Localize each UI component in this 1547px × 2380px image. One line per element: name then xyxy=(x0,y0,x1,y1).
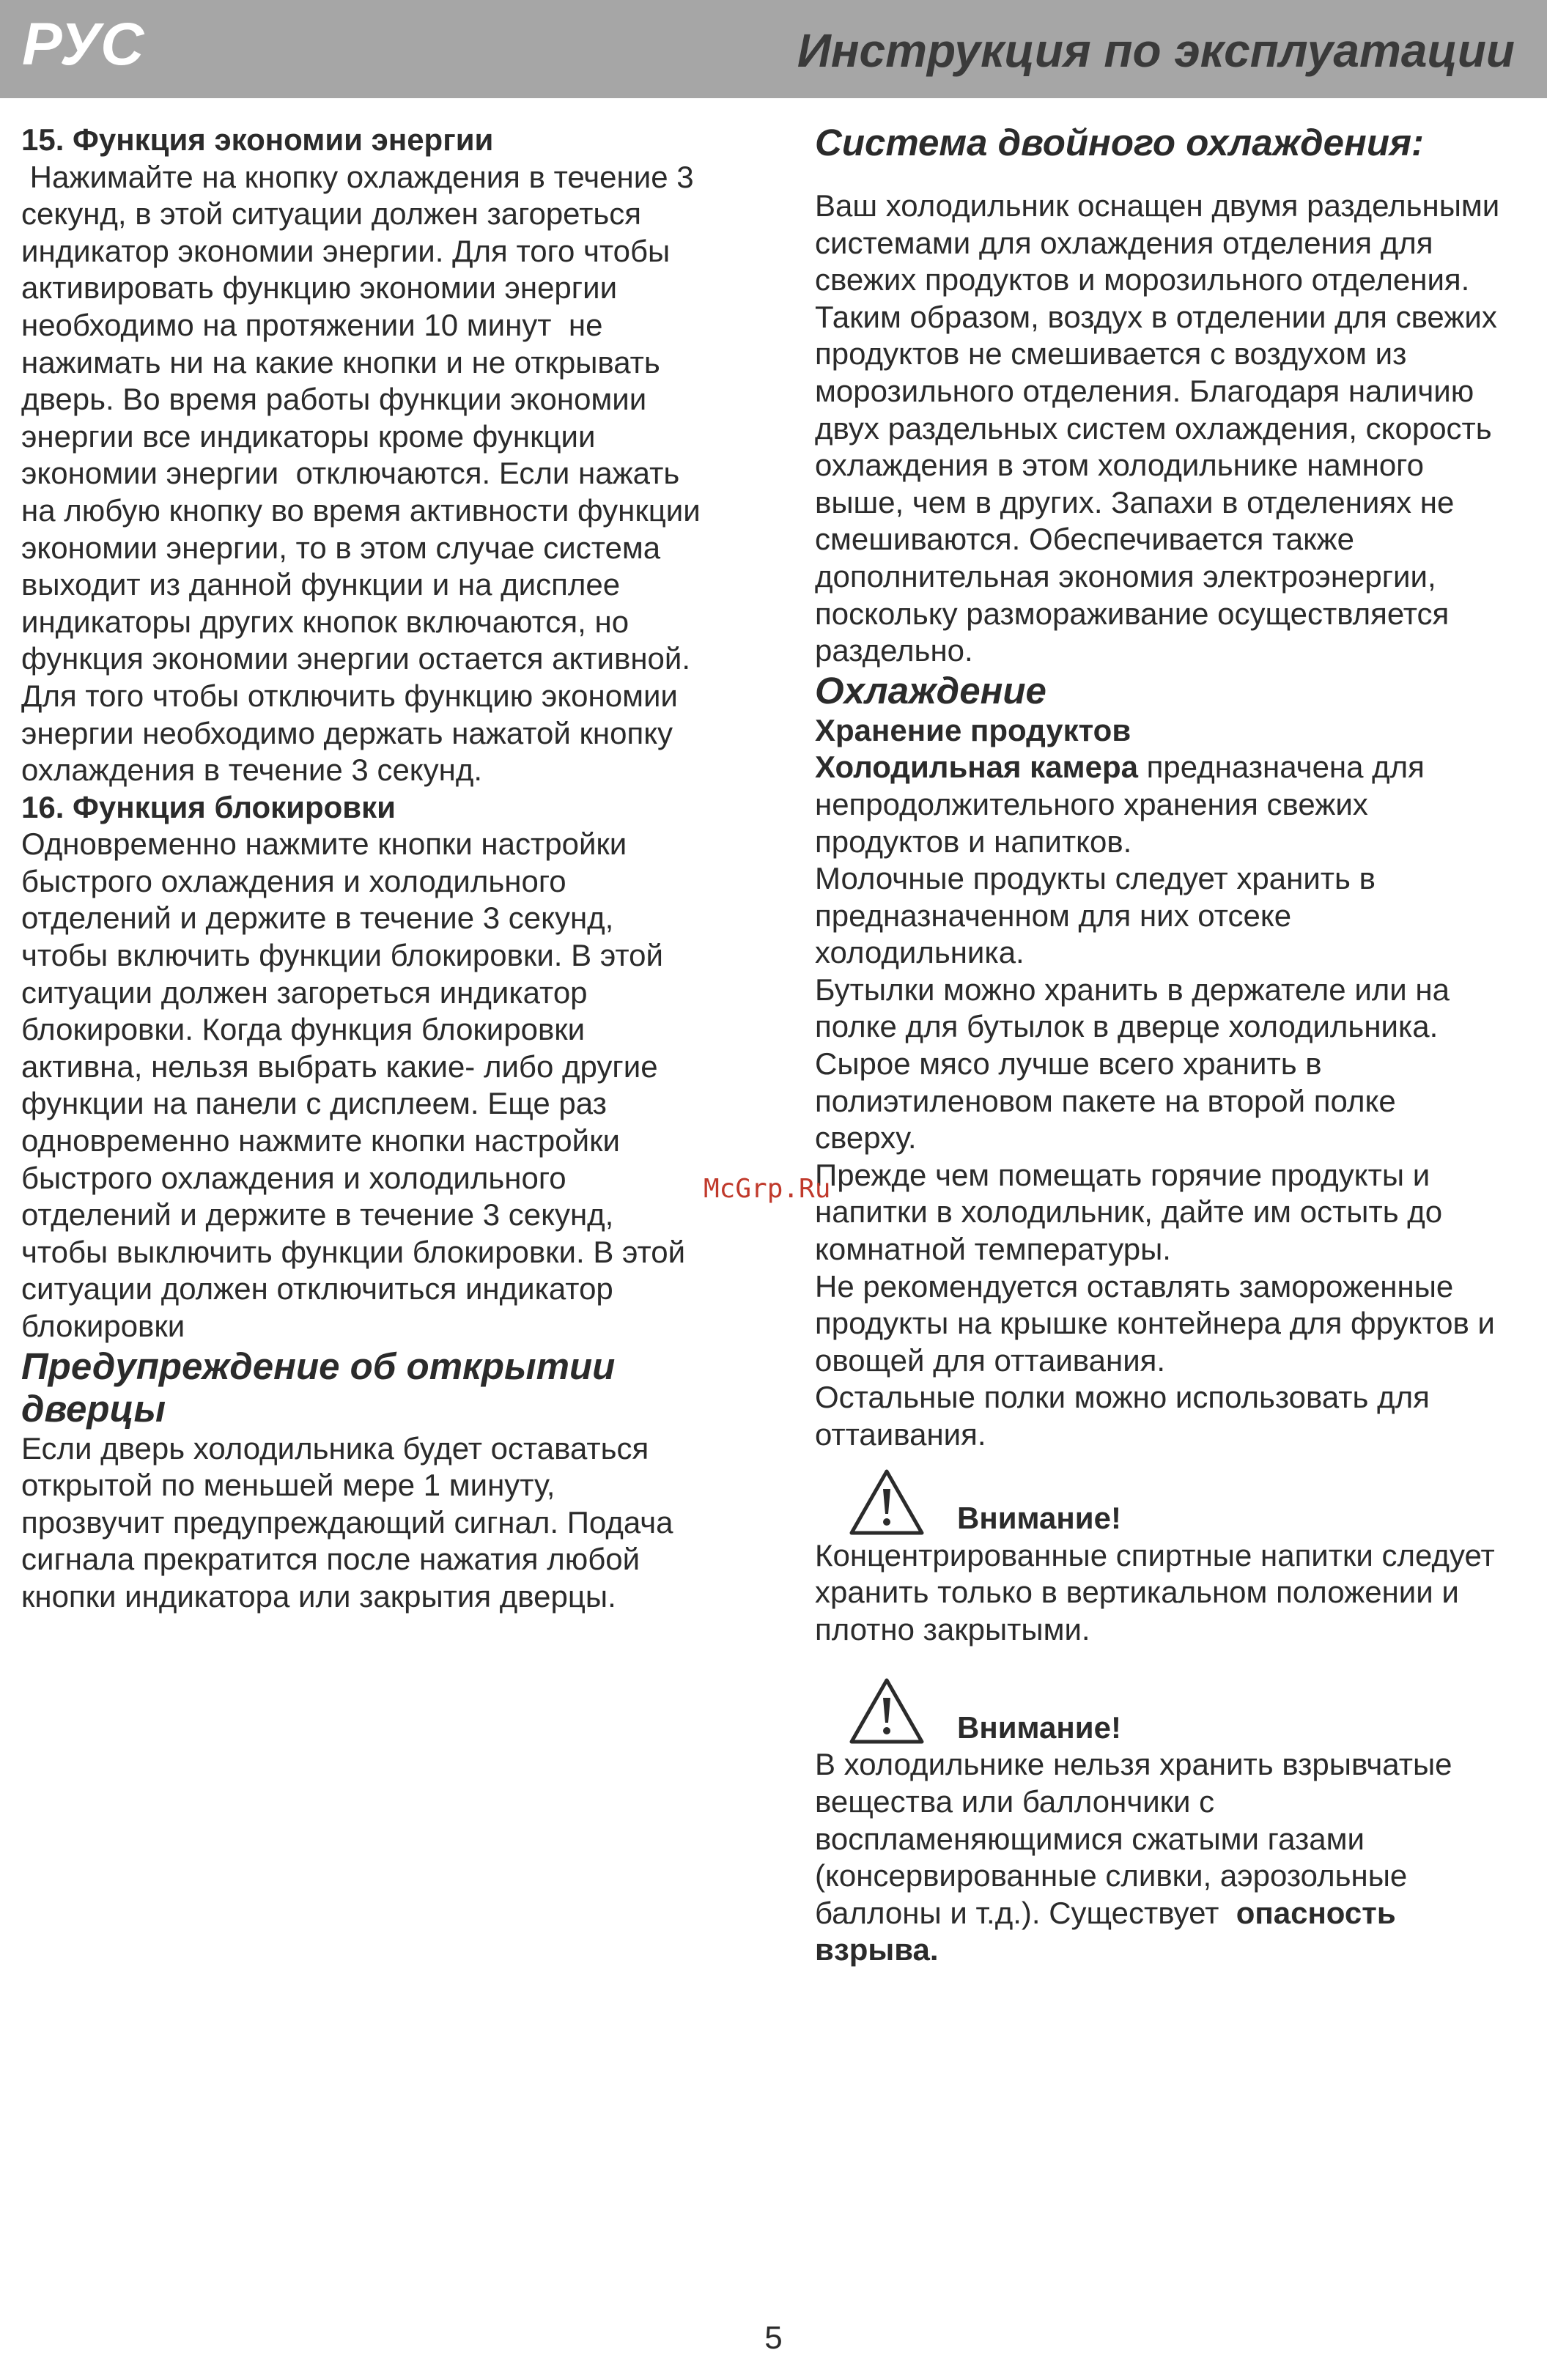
dual-cooling-body xyxy=(815,188,1540,670)
text-line: (консервированные сливки, аэрозольные xyxy=(815,1858,1408,1893)
text-line: блокировки xyxy=(21,1309,185,1343)
section-15-title: 15. Функция экономии энергии xyxy=(21,122,494,157)
text-line: индикаторы других кнопок включаются, но xyxy=(21,604,629,639)
text-line: экономии энергии отключаются. Если нажать xyxy=(21,456,680,491)
text-line: овощей для оттаивания. xyxy=(815,1342,1166,1378)
text-line: Прежде чем помещать горячие продукты и xyxy=(815,1157,1430,1192)
text-line: охлаждения в течение 3 секунд. xyxy=(21,753,483,788)
warning-1-label: Внимание! xyxy=(957,1501,1121,1535)
text-line: открытой по меньшей мере 1 минуту, xyxy=(21,1468,555,1503)
text-line: комнатной температуры. xyxy=(815,1232,1171,1267)
text-line: функция экономии энергии остается активной. xyxy=(21,641,691,676)
warning-1-header xyxy=(815,1457,1540,1537)
text-line: продуктов и напитков. xyxy=(815,824,1132,859)
text-line: напитки в холодильник, дайте им остыть до xyxy=(815,1194,1443,1230)
manual-title: Инструкция по эксплуатации xyxy=(797,24,1515,77)
text-line: оттаивания. xyxy=(815,1417,986,1452)
heading-line: Предупреждение об открытии xyxy=(21,1345,616,1387)
text-line: сигнала прекратится после нажатия любой xyxy=(21,1542,640,1577)
cooling-heading: Охлаждение xyxy=(815,669,1046,712)
text-line: экономии энергии, то в этом случае система xyxy=(21,530,661,565)
door-warning-body xyxy=(21,1430,783,1616)
text-line: смешиваются. Обеспечивается также xyxy=(815,522,1354,557)
text-line: раздельно. xyxy=(815,633,973,668)
text-line: ситуации должен загореться индикатор xyxy=(21,975,588,1010)
right-column xyxy=(815,122,1540,1969)
text-line: хранить только в вертикальном положении и xyxy=(815,1575,1459,1610)
text-line: кнопки индикатора или закрытия дверцы. xyxy=(21,1578,616,1614)
text-line: быстрого охлаждения и холодильного xyxy=(21,1160,566,1195)
storage-heading: Хранение продуктов xyxy=(815,712,1131,747)
heading-line: дверцы xyxy=(21,1387,166,1430)
text-line: продукты на крышке контейнера для фруктов и xyxy=(815,1306,1495,1341)
text-line: Если дверь холодильника будет оставаться xyxy=(21,1430,649,1466)
explosion-word: взрыва. xyxy=(815,1932,939,1967)
section-16-body xyxy=(21,826,783,1345)
text-line: отделений и держите в течение 3 секунд, xyxy=(21,901,614,936)
text-line: секунд, в этой ситуации должен загореться xyxy=(21,196,642,232)
text-line: полке для бутылок в дверце холодильника. xyxy=(815,1009,1439,1044)
text-line: Бутылки можно хранить в держателе или на xyxy=(815,972,1450,1007)
text-line: дверь. Во время работы функции экономии xyxy=(21,382,647,417)
text-line: двух раздельных систем охлаждения, скорость xyxy=(815,410,1492,446)
text-line: отделений и держите в течение 3 секунд, xyxy=(21,1197,614,1232)
language-label: РУС xyxy=(22,11,144,78)
text-line: продуктов не смешивается с воздухом из xyxy=(815,336,1407,372)
text-line xyxy=(815,1895,1540,1932)
warning-triangle-icon xyxy=(849,1467,925,1537)
text-line: сверху. xyxy=(815,1120,917,1156)
warning-2-body xyxy=(815,1746,1540,1969)
warning-2-plain: баллоны и т.д.). Существует xyxy=(815,1895,1236,1930)
text-line: ситуации должен отключиться индикатор xyxy=(21,1271,613,1307)
text-line: Молочные продукты следует хранить в xyxy=(815,861,1376,896)
fridge-label: Холодильная камера xyxy=(815,750,1138,785)
page-number: 5 xyxy=(764,2320,783,2356)
text-line: охлаждения в этом холодильнике намного xyxy=(815,448,1424,483)
text-line: активна, нельзя выбрать какие- либо другие xyxy=(21,1049,658,1084)
text-line: нажимать ни на какие кнопки и не открывать xyxy=(21,344,660,380)
text-line: дополнительная экономия электроэнергии, xyxy=(815,558,1436,594)
left-column xyxy=(21,122,783,1616)
warning-2-header xyxy=(815,1666,1540,1746)
text-line: свежих продуктов и морозильного отделения. xyxy=(815,262,1470,298)
text-line: энергии все индикаторы кроме функции xyxy=(21,418,596,454)
text-line: функции на панели с дисплеем. Еще раз xyxy=(21,1086,607,1121)
text-line: активировать функцию экономии энергии xyxy=(21,270,618,306)
storage-body xyxy=(815,786,1540,1454)
text-line: чтобы включить функции блокировки. В этой xyxy=(21,938,663,973)
section-16-title: 16. Функция блокировки xyxy=(21,789,396,824)
text-line: энергии необходимо держать нажатой кнопку xyxy=(21,715,673,750)
text-line: одновременно нажмите кнопки настройки xyxy=(21,1123,620,1158)
danger-word: опасность xyxy=(1236,1895,1396,1930)
text-line: поскольку размораживание осуществляется xyxy=(815,596,1450,631)
text-line: блокировки. Когда функция блокировки xyxy=(21,1012,586,1047)
text-line: Сырое мясо лучше всего хранить в xyxy=(815,1046,1322,1082)
text-line: Нажимайте на кнопку охлаждения в течение 3 xyxy=(21,159,694,194)
dual-cooling-heading: Система двойного охлаждения: xyxy=(815,122,1424,163)
text-line: морозильного отделения. Благодаря наличию xyxy=(815,373,1474,408)
text-line: плотно закрытыми. xyxy=(815,1611,1090,1647)
text-line: Не рекомендуется оставлять замороженные xyxy=(815,1268,1454,1304)
text-line: Таким образом, воздух в отделении для свежих xyxy=(815,299,1497,334)
text-line: холодильника. xyxy=(815,935,1024,970)
watermark: McGrp.Ru xyxy=(704,1174,831,1204)
text-line: Концентрированные спиртные напитки следует xyxy=(815,1537,1495,1572)
text-line: индикатор экономии энергии. Для того чтобы xyxy=(21,233,671,268)
text-line: выходит из данной функции и на дисплее xyxy=(21,567,621,602)
warning-triangle-icon xyxy=(849,1676,925,1746)
fridge-line xyxy=(815,749,1540,786)
warning-1-body xyxy=(815,1537,1540,1649)
text-line: чтобы выключить функции блокировки. В этой xyxy=(21,1234,686,1269)
fridge-text: предназначена для xyxy=(1138,750,1425,785)
text-line: непродолжительного хранения свежих xyxy=(815,786,1368,821)
text-line: полиэтиленовом пакете на второй полке xyxy=(815,1083,1396,1118)
text-line: необходимо на протяжении 10 минут не xyxy=(21,307,603,342)
text-line: на любую кнопку во время активности функции xyxy=(21,492,701,528)
page-header xyxy=(0,0,1547,98)
text-line: Ваш холодильник оснащен двумя раздельными xyxy=(815,188,1500,223)
door-warning-heading xyxy=(21,1345,783,1430)
text-line: В холодильнике нельзя хранить взрывчатые xyxy=(815,1747,1452,1782)
text-line: Остальные полки можно использовать для xyxy=(815,1380,1430,1415)
text-line: вещества или баллончики с xyxy=(815,1784,1215,1819)
text-line: системами для охлаждения отделения для xyxy=(815,225,1433,260)
text-line: предназначенном для них отсеке xyxy=(815,898,1292,933)
text-line: выше, чем в других. Запахи в отделениях не xyxy=(815,484,1455,520)
warning-2-label: Внимание! xyxy=(957,1710,1121,1745)
text-line: прозвучит предупреждающий сигнал. Подача xyxy=(21,1504,673,1540)
text-line: воспламеняющимися сжатыми газами xyxy=(815,1821,1365,1856)
section-15-body xyxy=(21,159,783,789)
text-line: быстрого охлаждения и холодильного xyxy=(21,863,566,898)
text-line: Для того чтобы отключить функцию экономии xyxy=(21,678,678,713)
text-line: Одновременно нажмите кнопки настройки xyxy=(21,827,627,862)
